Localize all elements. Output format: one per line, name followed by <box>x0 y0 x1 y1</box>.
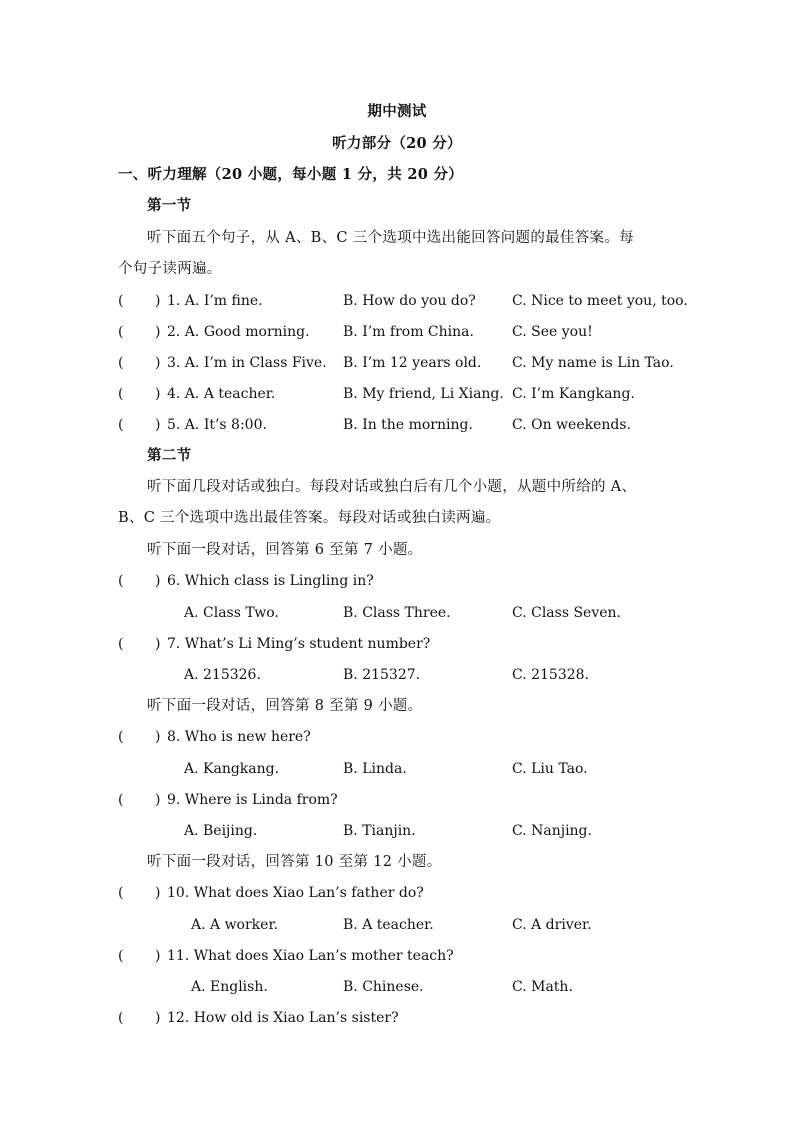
answer-paren-open: ( <box>118 417 124 433</box>
option-c: C. My name is Lin Tao. <box>512 355 674 371</box>
answer-paren-open: ( <box>118 792 124 808</box>
option-a: A. English. <box>191 979 268 995</box>
option-c: C. Liu Tao. <box>512 761 588 777</box>
answer-paren-close: ) <box>155 355 161 371</box>
option-b: B. Chinese. <box>343 979 424 995</box>
answer-paren-close: ) <box>155 636 161 652</box>
answer-paren-close: ) <box>155 729 161 745</box>
option-b: B. A teacher. <box>343 917 434 933</box>
question-stem: 8. Who is new here? <box>167 729 311 745</box>
option-b: B. Tianjin. <box>343 823 416 839</box>
option-c: C. See you! <box>512 324 593 340</box>
answer-paren-open: ( <box>118 729 124 745</box>
answer-paren-close: ) <box>155 293 161 309</box>
option-b: B. Linda. <box>343 761 407 777</box>
option-b: B. 215327. <box>343 667 421 683</box>
question-stem: 12. How old is Xiao Lan’s sister? <box>167 1010 399 1026</box>
option-b: B. How do you do? <box>343 293 476 309</box>
question-stem: 10. What does Xiao Lan’s father do? <box>167 885 424 901</box>
question-stem: 9. Where is Linda from? <box>167 792 338 808</box>
option-c: C. Class Seven. <box>512 605 622 621</box>
option-c: C. Nice to meet you, too. <box>512 293 688 309</box>
answer-paren-close: ) <box>155 324 161 340</box>
answer-paren-open: ( <box>118 573 124 589</box>
option-b: B. I’m from China. <box>343 324 474 340</box>
page-title: 期中测试 <box>367 103 427 120</box>
option-b: B. My friend, Li Xiang. <box>343 386 504 402</box>
answer-paren-open: ( <box>118 324 124 340</box>
question-stem: 7. What’s Li Ming’s student number? <box>167 636 431 652</box>
answer-paren-open: ( <box>118 636 124 652</box>
option-b: B. Class Three. <box>343 605 451 621</box>
answer-paren-close: ) <box>155 792 161 808</box>
option-c: C. On weekends. <box>512 417 631 433</box>
option-a: 4. A. A teacher. <box>167 386 276 402</box>
part1-instruction-line2: 个句子读两遍。 <box>118 261 222 277</box>
question-stem: 11. What does Xiao Lan’s mother teach? <box>167 948 454 964</box>
part2-instruction-line2: B、C 三个选项中选出最佳答案。每段对话或独白读两遍。 <box>118 510 501 526</box>
section-heading: 一、听力理解（20 小题，每小题 1 分，共 20 分） <box>118 166 464 183</box>
option-a: 3. A. I’m in Class Five. <box>167 355 327 371</box>
answer-paren-open: ( <box>118 355 124 371</box>
answer-paren-open: ( <box>118 1010 124 1026</box>
page-subtitle: 听力部分（20 分） <box>332 135 462 152</box>
option-a: A. Kangkang. <box>184 761 280 777</box>
answer-paren-close: ) <box>155 885 161 901</box>
dialog3-intro: 听下面一段对话，回答第 10 至第 12 小题。 <box>147 854 442 870</box>
answer-paren-open: ( <box>118 948 124 964</box>
answer-paren-open: ( <box>118 885 124 901</box>
answer-paren-close: ) <box>155 386 161 402</box>
option-a: A. Class Two. <box>184 605 279 621</box>
dialog1-intro: 听下面一段对话，回答第 6 至第 7 小题。 <box>147 542 423 558</box>
option-a: 1. A. I’m fine. <box>167 293 263 309</box>
answer-paren-close: ) <box>155 573 161 589</box>
option-a: 5. A. It’s 8:00. <box>167 417 267 433</box>
option-c: C. 215328. <box>512 667 590 683</box>
option-a: A. Beijing. <box>184 823 258 839</box>
part2-instruction-line1: 听下面几段对话或独白。每段对话或独白后有几个小题，从题中所给的 A、 <box>147 479 637 495</box>
answer-paren-close: ) <box>155 948 161 964</box>
option-c: C. Math. <box>512 979 573 995</box>
question-stem: 6. Which class is Lingling in? <box>167 573 374 589</box>
option-b: B. In the morning. <box>343 417 473 433</box>
part1-label: 第一节 <box>147 197 192 214</box>
part1-instruction-line1: 听下面五个句子，从 A、B、C 三个选项中选出能回答问题的最佳答案。每 <box>147 230 634 246</box>
option-b: B. I’m 12 years old. <box>343 355 482 371</box>
option-a: 2. A. Good morning. <box>167 324 310 340</box>
option-a: A. 215326. <box>184 667 261 683</box>
answer-paren-close: ) <box>155 1010 161 1026</box>
option-c: C. A driver. <box>512 917 592 933</box>
part2-label: 第二节 <box>147 447 192 464</box>
option-a: A. A worker. <box>191 917 279 933</box>
answer-paren-close: ) <box>155 417 161 433</box>
option-c: C. I’m Kangkang. <box>512 386 635 402</box>
answer-paren-open: ( <box>118 293 124 309</box>
dialog2-intro: 听下面一段对话，回答第 8 至第 9 小题。 <box>147 698 423 714</box>
answer-paren-open: ( <box>118 386 124 402</box>
option-c: C. Nanjing. <box>512 823 592 839</box>
